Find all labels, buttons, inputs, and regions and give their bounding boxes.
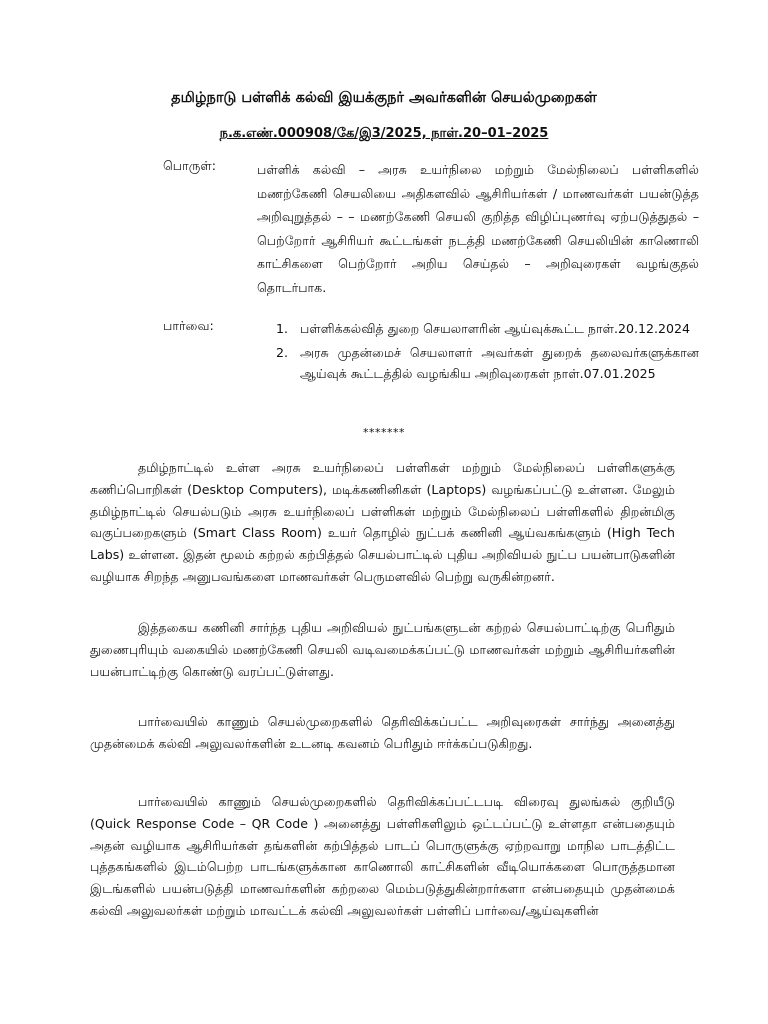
reference-number-1: 1.	[276, 321, 289, 336]
body-paragraph-1: தமிழ்நாட்டில் உள்ள அரசு உயர்நிலைப் பள்ளிகள் மற்றும் மேல்நிலைப் பள்ளிகளுக்கு கணிப்பொறிகள் (Desktop Computers), மடிக்கணினிகள் (Laptops) வழங்கப்பட்டு உள்ளன. மேலும் தமிழ்நாட்டில் செயல்படும் அரசு உயர்நிலைப் பள்ளிகள் மற்றும் மேல்நிலைப் பள்ளிகளில் திறன்மிகு வகுப்பறைகளும் (Smart Class Room) உயர் தொழில் நுட்பக் கணினி ஆய்வகங்களும் (High Tech Labs) உள்ளன. இதன் மூலம் கற்றல் கற்பித்தல் செயல்பாட்டில் புதிய அறிவியல் நுட்ப பயன்பாடுகளின் வழியாக சிறந்த அனுபவங்களை மாணவர்கள் பெருமளவில் பெற்று வருகின்றனர்.	[90, 460, 675, 584]
references-list	[276, 318, 699, 385]
subject-text: பள்ளிக் கல்வி – அரசு உயர்நிலை மற்றும் மேல்நிலைப் பள்ளிகளில் மணற்கேணி செயலியை அதிகளவில் ஆசிரியர்கள் / மாணவர்கள் பயன்டுத்த அறிவுறுத்தல் – – மணற்கேணி செயலி குறித்த விழிப்புணர்வு ஏற்படுத்துதல் – பெற்றோர் ஆசிரியர் கூட்டங்கள் நடத்தி மணற்கேணி செயலியின் காணொலி காட்சிகளை பெற்றோர் அறிய செய்தல் – அறிவுரைகள் வழங்குதல் தொடர்பாக.	[257, 162, 699, 295]
body-paragraph-2: இத்தகைய கணினி சார்ந்த புதிய அறிவியல் நுட்பங்களுடன் கற்றல் செயல்பாட்டிற்கு பெரிதும் துணைபுரியும் வகையில் மணற்கேணி செயலி வடிவமைக்கப்பட்டு மாணவர்கள் மற்றும் ஆசிரியர்களின் பயன்பாட்டிற்கு கொண்டு வரப்பட்டுள்ளது.	[90, 620, 675, 679]
document-title: தமிழ்நாடு பள்ளிக் கல்வி இயக்குநர் அவர்களின் செயல்முறைகள்	[171, 90, 597, 106]
separator: *******	[363, 426, 405, 439]
reference-item	[276, 342, 699, 385]
reference-text-1: பள்ளிக்கல்வித் துறை செயலாளரின் ஆய்வுக்கூட்ட நாள்.20.12.2024	[300, 321, 691, 336]
reference-number-2: 2.	[276, 344, 289, 360]
references-label: பார்வை:	[163, 318, 214, 333]
reference-item	[276, 318, 699, 340]
reference-number: ந.க.எண்.000908/கே/இ3/2025, நாள்.20–01–2025	[219, 126, 549, 141]
body-paragraph-3: பார்வையில் காணும் செயல்முறைகளில் தெரிவிக்கப்பட்ட அறிவுரைகள் சார்ந்து அனைத்து முதன்மைக் கல்வி அலுவலர்களின் உடனடி கவனம் பெரிதும் ஈர்க்கப்படுகிறது.	[90, 714, 675, 751]
subject-label: பொருள்:	[163, 158, 217, 173]
reference-text-2: அரசு முதன்மைச் செயலாளர் அவர்கள் துறைக் தலைவர்களுக்கான ஆய்வுக் கூட்டத்தில் வழங்கிய அறிவுரைகள் நாள்.07.01.2025	[300, 344, 699, 381]
body-paragraph-4: பார்வையில் காணும் செயல்முறைகளில் தெரிவிக்கப்பட்டபடி விரைவு துலங்கல் குறியீடு (Quick Response Code – QR Code ) அனைத்து பள்ளிகளிலும் ஒட்டப்பட்டு உள்ளதா என்பதையும் அதன் வழியாக ஆசிரியர்கள் தங்களின் கற்பித்தல் பாடப் பொருளுக்கு ஏற்றவாறு மாநில பாடத்திட்ட புத்தகங்களில் இடம்பெற்ற பாடங்களுக்கான காணொலி காட்சிகளின் வீடியொக்களை பொருத்தமான இடங்களில் பயன்படுத்தி மாணவர்களின் கற்றலை மெம்படுத்துகின்றார்களா என்பதையும் முதன்மைக் கல்வி அலுவலர்கள் மற்றும் மாவட்டக் கல்வி அலுவலர்கள் பள்ளிப் பார்வை/ஆய்வுகளின்	[90, 794, 675, 918]
